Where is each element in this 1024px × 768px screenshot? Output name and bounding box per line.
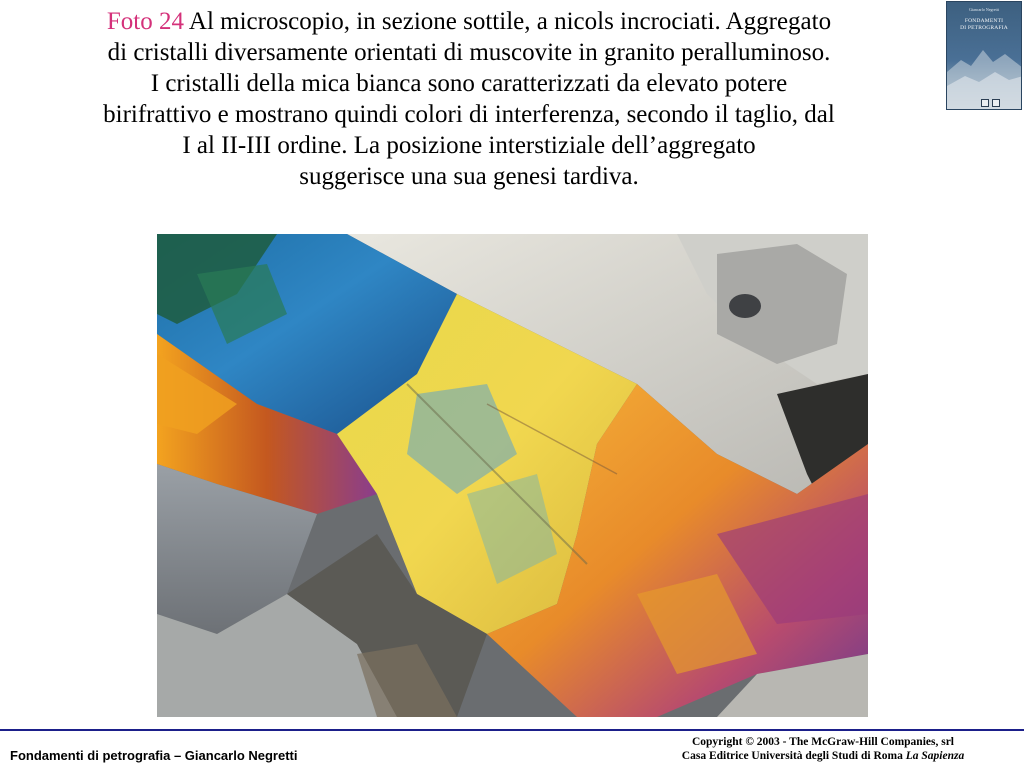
micrograph-photo [157,234,868,717]
publisher-logo-icon [981,99,989,107]
book-cover-thumbnail [946,1,1022,110]
book-cover-mountain-art [947,2,1022,110]
micrograph-image [157,234,868,717]
footer-book-title: Fondamenti di petrografia – Giancarlo Negretti [10,748,298,763]
publisher-logo-icon [992,99,1000,107]
footer-divider [0,729,1024,731]
caption-line-1 [4,6,934,37]
footer-publisher-name: Casa Editrice Università degli Studi di Roma [681,750,906,762]
publisher-logos [981,99,1000,107]
caption-line-5: I al II-III ordine. La posizione interstiziale dell’aggregato [182,132,756,159]
footer-copyright-line-1: Copyright © 2003 - The McGraw-Hill Companies, srl [691,736,954,748]
book-cover-author: Giancarlo Negretti [969,7,999,12]
caption-line-3: I cristalli della mica bianca sono caratterizzati da elevato potere [150,70,788,97]
caption-line-4: birifrattivo e mostrano quindi colori di interferenza, secondo il taglio, dal [103,101,835,128]
book-cover-title-line-2: DI PETROGRAFIA [960,25,1008,31]
footer-publisher-italic: La Sapienza [905,750,965,762]
footer-copyright-line-2 [640,749,1006,763]
caption-line-2: di cristalli diversamente orientati di muscovite in granito peralluminoso. [107,39,831,66]
photo-number-label: Foto 24 [106,8,185,35]
caption-text-1: Al microscopio, in sezione sottile, a nicols incrociati. Aggregato [184,8,832,35]
photo-caption [4,6,934,192]
footer-copyright [640,735,1006,763]
book-cover-title-line-1: FONDAMENTI [964,18,1004,24]
caption-line-6: suggerisce una sua genesi tardiva. [299,163,639,190]
